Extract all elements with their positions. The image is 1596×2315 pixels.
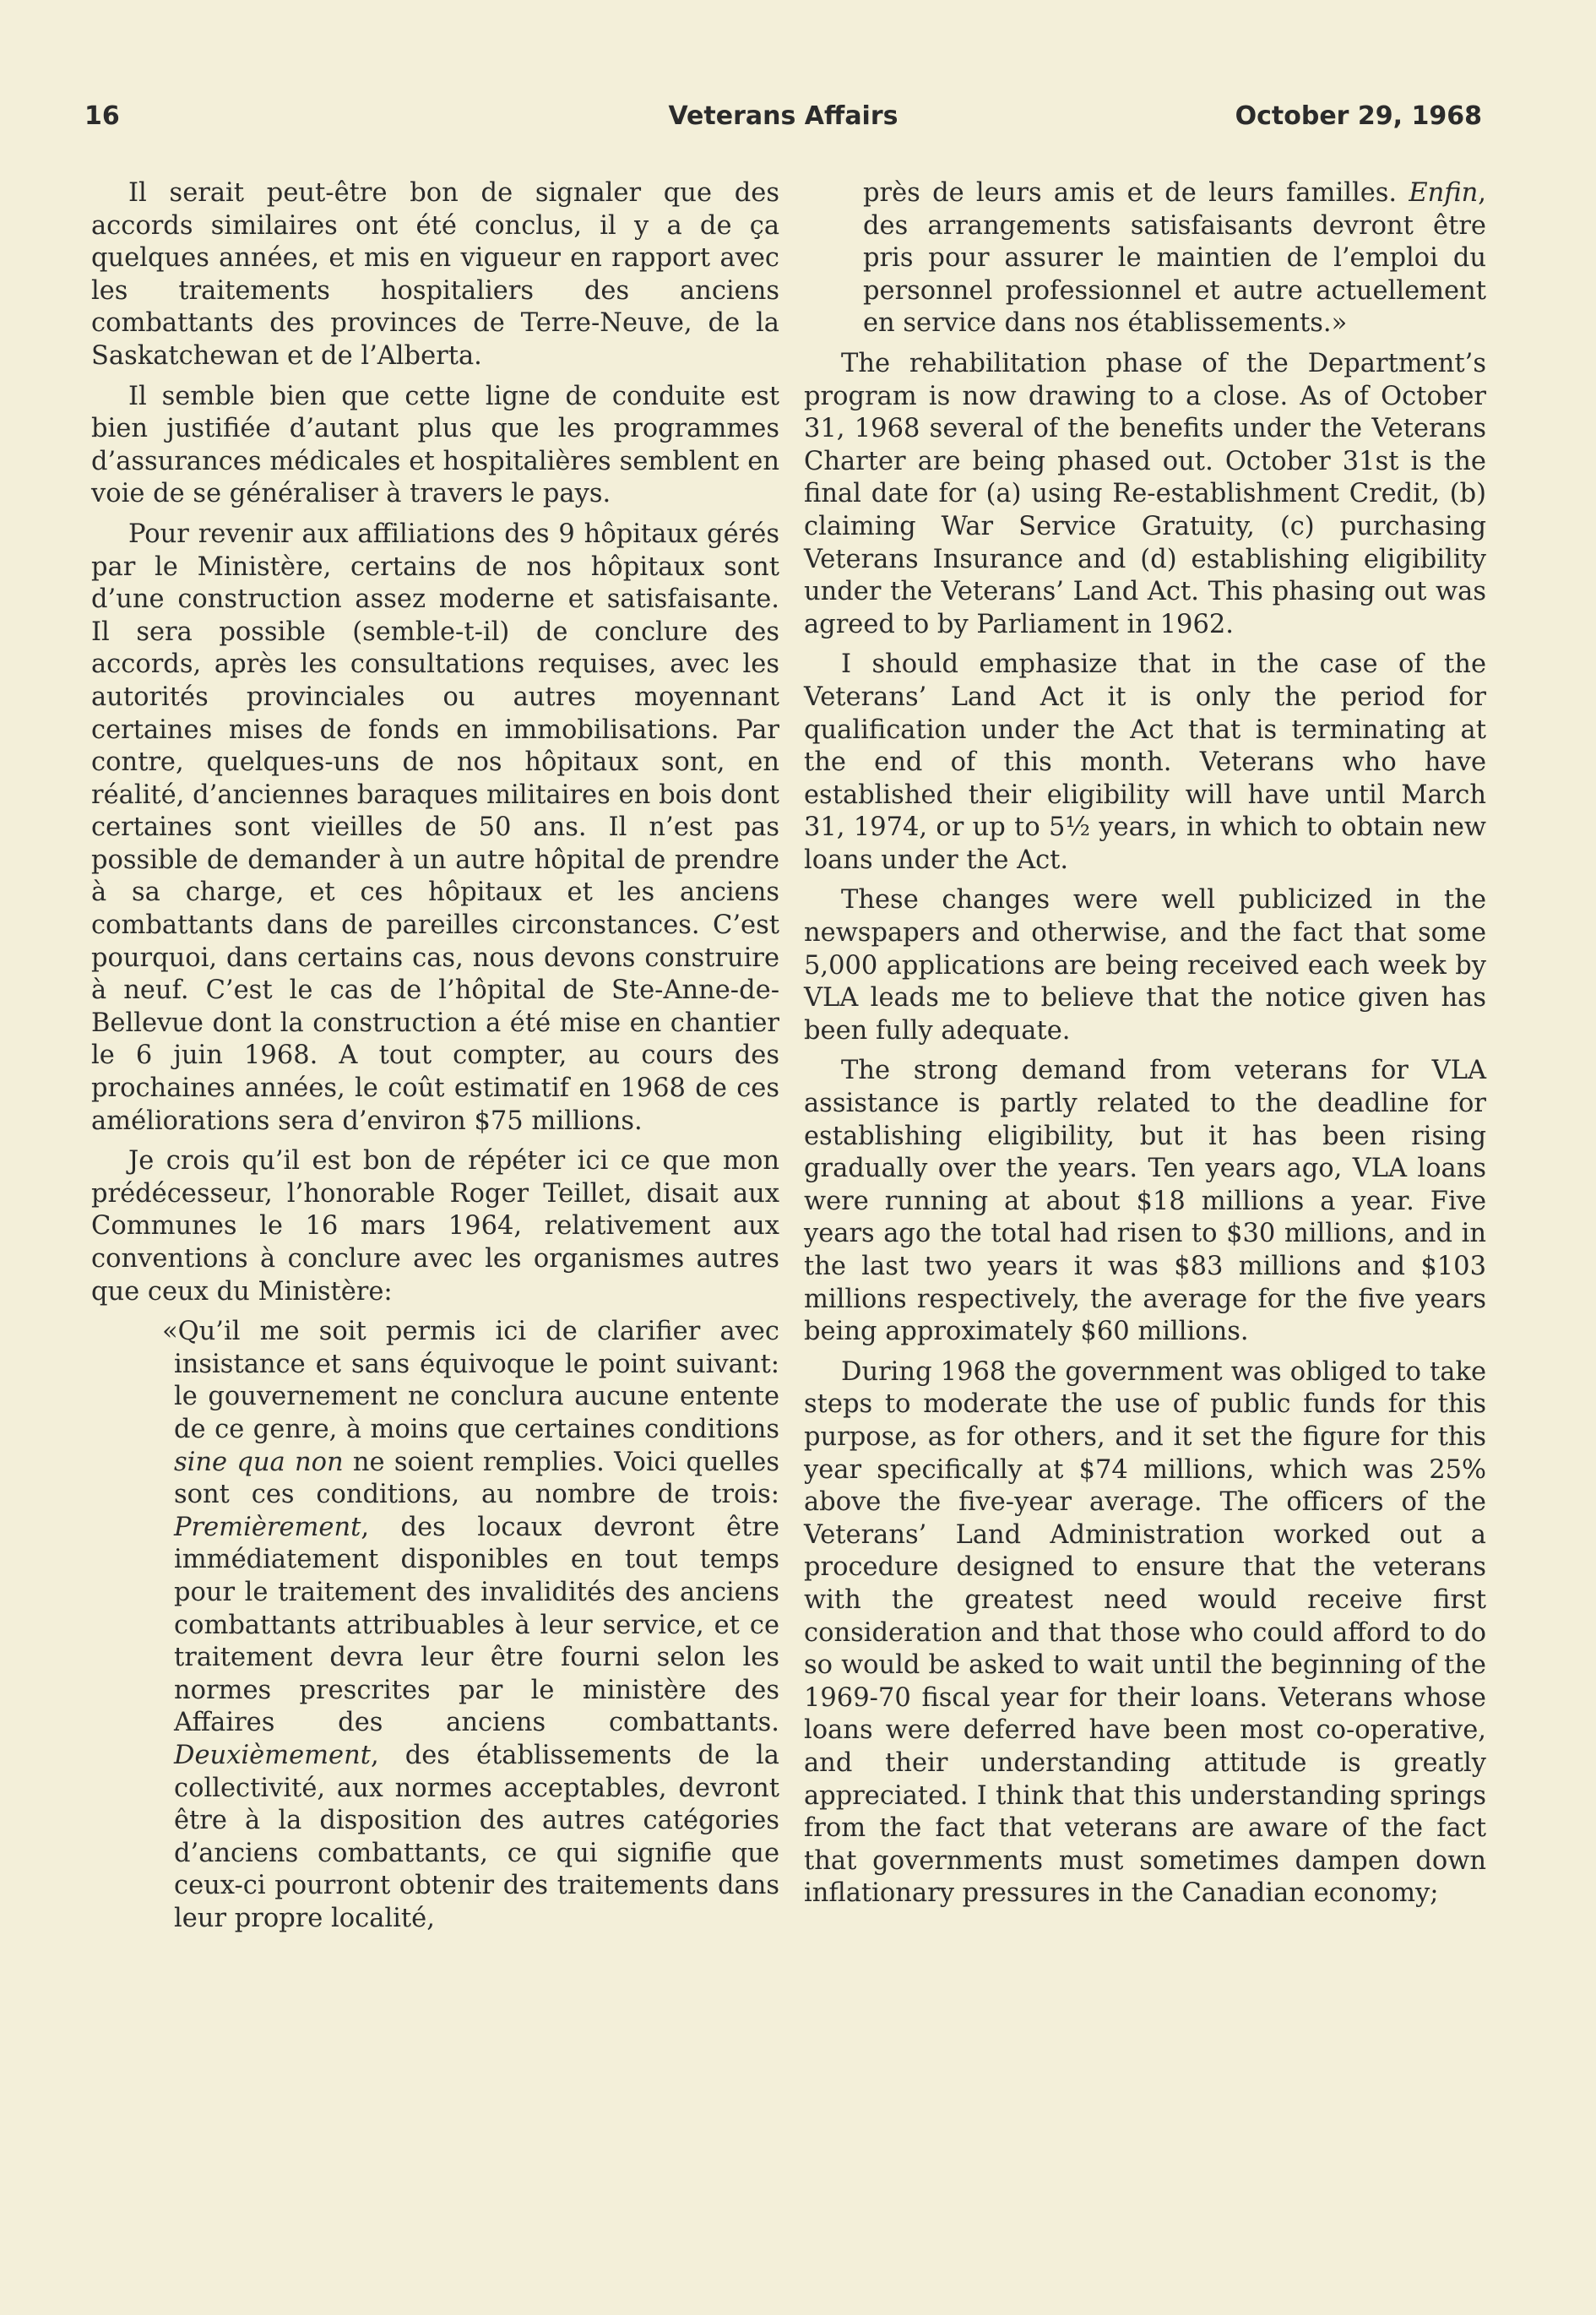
quote-text: près de leurs amis et de leurs familles. bbox=[863, 178, 1409, 208]
quote-italic: Deuxièmement bbox=[174, 1740, 371, 1770]
block-quote bbox=[162, 1316, 779, 1935]
paragraph: Il serait peut-être bon de signaler que des accords similaires ont été conclus, il y a de ça quelques années, et mis en vigueur en rapport avec les traitements hospitaliers des anciens combattants des provinces de Terre-Neuve, de la Saskatchewan et de l’Alberta. bbox=[91, 178, 779, 371]
quote-text: , des locaux devront être immédiatement disponibles en tout temps pour le traitement des invalidités des anciens combattants attribuables à leur service, et ce traitement devra leur être fourni selon les normes prescrites par le ministère des Affaires des anciens combattants. bbox=[174, 1512, 779, 1738]
quote-text: «Qu’il me soit permis ici de clarifier avec insistance et sans équivoque le point suivant: le gouvernement ne conclura aucune entente de ce genre, à moins que certaines conditions bbox=[162, 1317, 779, 1444]
paragraph: I should emphasize that in the case of the Veterans’ Land Act it is only the period for qualification under the Act that is terminating at the end of this month. Veterans who have established their eligibility will have until March 31, 1974, or up to 5½ years, in which to obtain new loans under the Act. bbox=[804, 649, 1486, 875]
quote-text: , des établissements de la collectivité, aux normes acceptables, devront être à la disposition des autres catégories d’anciens combattants, ce qui signifie que ceux-ci pourront obtenir des traitements dans leur propre localité, bbox=[174, 1740, 779, 1933]
paragraph: Je crois qu’il est bon de répéter ici ce que mon prédécesseur, l’honorable Roger Teillet, disait aux Communes le 16 mars 1964, relativement aux conventions à conclure avec les organismes autres que ceux du Ministère: bbox=[91, 1146, 779, 1307]
paragraph: During 1968 the government was obliged to take steps to moderate the use of public funds for this purpose, as for others, and it set the figure for this year specifically at $74 millions, which was 25% above the five-year average. The officers of the Veterans’ Land Administration worked out a procedure designed to ensure that the veterans with the greatest need would receive first consideration and that those who could afford to do so would be asked to wait until the beginning of the 1969-70 fiscal year for their loans. Veterans whose loans were deferred have been most co-operative, and their understanding attitude is greatly appreciated. I think that this understanding springs from the fact that veterans are aware of the fact that governments must sometimes dampen down inflationary pressures in the Canadian economy; bbox=[804, 1356, 1486, 1909]
paragraph: The rehabilitation phase of the Department’s program is now drawing to a close. As of October 31, 1968 several of the benefits under the Veterans Charter are being phased out. October 31st is the final date for (a) using Re-establishment Credit, (b) claiming War Service Gratuity, (c) purchasing Veterans Insurance and (d) establishing eligibility under the Veterans’ Land Act. This phasing out was agreed to by Parliament in 1962. bbox=[804, 348, 1486, 639]
running-title: Veterans Affairs bbox=[668, 101, 898, 131]
header-date: October 29, 1968 bbox=[1235, 101, 1482, 131]
quote-italic: sine qua non bbox=[174, 1447, 344, 1477]
quote-italic: Premièrement bbox=[174, 1512, 361, 1542]
left-column bbox=[91, 177, 779, 1943]
quote-text: , des arrangements satisfaisants devront être pris pour assurer le maintien de l’emploi du personnel professionnel et autre actuellement en service dans nos établissements.» bbox=[863, 178, 1486, 339]
quote-text: ne soient remplies. Voici quelles sont ces conditions, au nombre de trois: bbox=[174, 1447, 779, 1510]
quote-italic: Enfin bbox=[1409, 178, 1479, 208]
paragraph: These changes were well publicized in the newspapers and otherwise, and the fact that some 5,000 applications are being received each week by VLA leads me to believe that the notice given has been fully adequate. bbox=[804, 885, 1486, 1046]
paragraph: Il semble bien que cette ligne de conduite est bien justifiée d’autant plus que les programmes d’assurances médicales et hospitalières semblent en voie de se généraliser à travers le pays. bbox=[91, 381, 779, 509]
page-header bbox=[84, 101, 1482, 135]
paragraph: The strong demand from veterans for VLA assistance is partly related to the deadline for establishing eligibility, but it has been rising gradually over the years. Ten years ago, VLA loans were running at about $18 millions a year. Five years ago the total had risen to $30 millions, and in the last two years it was $83 millions and $103 millions respectively, the average for the five years being approximately $60 millions. bbox=[804, 1056, 1486, 1347]
paragraph: Pour revenir aux affiliations des 9 hôpitaux gérés par le Ministère, certains de nos hôpitaux sont d’une construction assez moderne et satisfaisante. Il sera possible (semble-t-il) de conclure des accords, après les consultations requises, avec les autorités provinciales ou autres moyennant certaines mises de fonds en immobilisations. Par contre, quelques-uns de nos hôpitaux sont, en réalité, d’anciennes baraques militaires en bois dont certaines sont vieilles de 50 ans. Il n’est pas possible de demander à un autre hôpital de prendre à sa charge, et ces hôpitaux et les anciens combattants dans de pareilles circonstances. C’est pourquoi, dans certains cas, nous devons construire à neuf. C’est le cas de l’hôpital de Ste-Anne-de-Bellevue dont la construction a été mise en chantier le 6 juin 1968. A tout compter, au cours des prochaines années, le coût estimatif en 1968 de ces améliorations sera d’environ $75 millions. bbox=[91, 519, 779, 1136]
block-quote-continued bbox=[863, 177, 1486, 340]
page-number: 16 bbox=[84, 101, 120, 131]
right-column bbox=[804, 177, 1486, 1918]
